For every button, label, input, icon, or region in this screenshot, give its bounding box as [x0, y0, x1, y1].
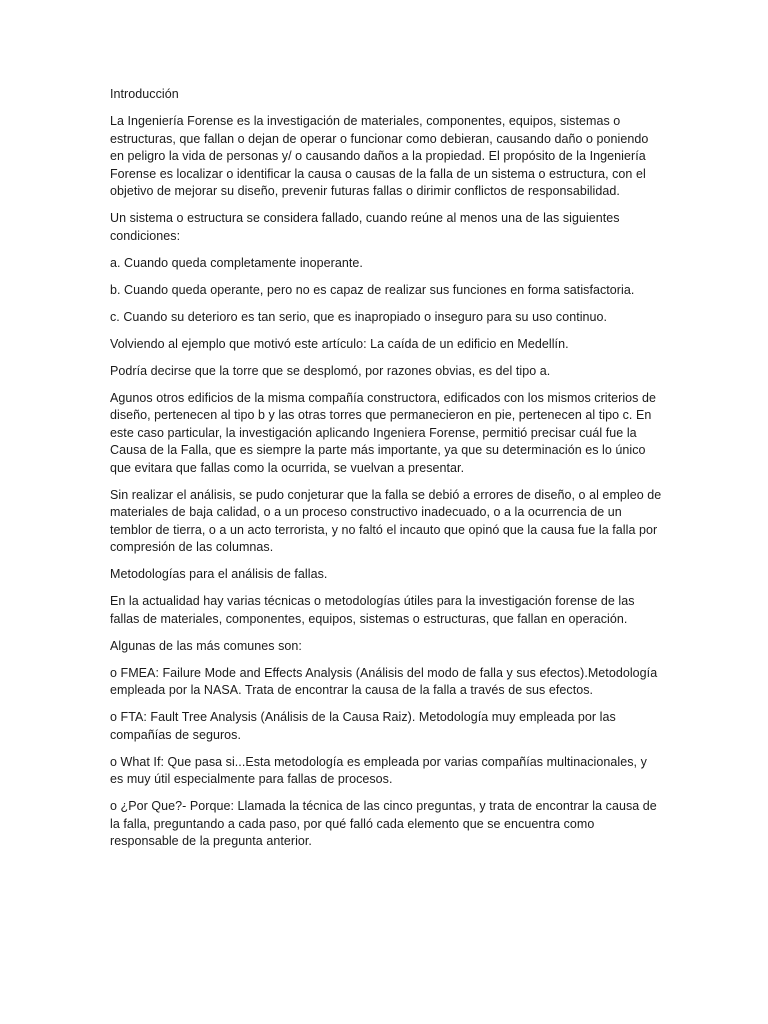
list-item-fmea: o FMEA: Failure Mode and Effects Analysis (Análisis del modo de falla y sus efectos).Metodología empleada por la NASA. Trata de encontrar la causa de la falla a través de sus efectos. — [110, 665, 658, 697]
paragraph-tower-type: Podría decirse que la torre que se desplomó, por razones obvias, es del tipo a. — [110, 363, 551, 378]
paragraph-common-list-intro: Algunas de las más comunes son: — [110, 638, 302, 653]
paragraph-conjecture: Sin realizar el análisis, se pudo conjeturar que la falla se debió a errores de diseño, o al empleo de materiales de baja calidad, o a un proceso constructivo inadecuado, o a la ocurrencia de un temblor de tierra, o a un acto terrorista, y no faltó el incauto que opinó que la causa fue la falla por compresión de las columnas. — [110, 487, 662, 554]
list-item-por-que: o ¿Por Que?- Porque: Llamada la técnica de las cinco preguntas, y trata de encontrar la causa de la falla, preguntando a cada paso, por qué falló cada elemento que se encuentra como responsable de la pregunta anterior. — [110, 799, 657, 848]
condition-item-a: a. Cuando queda completamente inoperante. — [110, 255, 363, 270]
condition-item-b: b. Cuando queda operante, pero no es capaz de realizar sus funciones en forma satisfactoria. — [110, 282, 635, 297]
paragraph-other-buildings: Agunos otros edificios de la misma compañía constructora, edificados con los mismos criterios de diseño, pertenecen al tipo b y las otras torres que permanecieron en pie, pertenecen al tipo c. En este caso particular, la investigación aplicando Ingeniera Forense, permitió precisar cuál fue la Causa de la Falla, que es siempre la parte más importante, ya que su determinación es lo único que evitara que fallas como la ocurrida, se vuelvan a presentar. — [110, 390, 657, 475]
list-item-fta: o FTA: Fault Tree Analysis (Análisis de la Causa Raiz). Metodología muy empleada por las compañías de seguros. — [110, 710, 616, 742]
paragraph-example: Volviendo al ejemplo que motivó este artículo: La caída de un edificio en Medellín. — [110, 336, 569, 351]
list-item-what-if: o What If: Que pasa si...Esta metodología es empleada por varias compañías multinacionales, y es muy útil especialmente para fallas de procesos. — [110, 754, 647, 786]
document-title: Introducción — [110, 87, 179, 101]
paragraph-techniques: En la actualidad hay varias técnicas o metodologías útiles para la investigación forense de las fallas de materiales, componentes, equipos, sistemas o estructuras, que fallan en operación. — [110, 594, 635, 626]
paragraph-definition: La Ingeniería Forense es la investigación de materiales, componentes, equipos, sistemas o estructuras, que fallan o dejan de operar o funcionar como debieran, causando daño o poniendo en peligro la vida de personas y/ o causando daños a la propiedad. El propósito de la Ingeniería Forense es localizar o identificar la causa o causas de la falla de un sistema o estructura, con el objetivo de mejorar su diseño, prevenir futuras fallas o dirimir conflictos de responsabilidad. — [110, 114, 649, 198]
paragraph-conditions-intro: Un sistema o estructura se considera fallado, cuando reúne al menos una de las siguientes condiciones: — [110, 211, 620, 243]
section-heading-methodologies: Metodologías para el análisis de fallas. — [110, 567, 328, 581]
document-page — [110, 86, 662, 860]
condition-item-c: c. Cuando su deterioro es tan serio, que es inapropiado o inseguro para su uso continuo. — [110, 309, 608, 324]
